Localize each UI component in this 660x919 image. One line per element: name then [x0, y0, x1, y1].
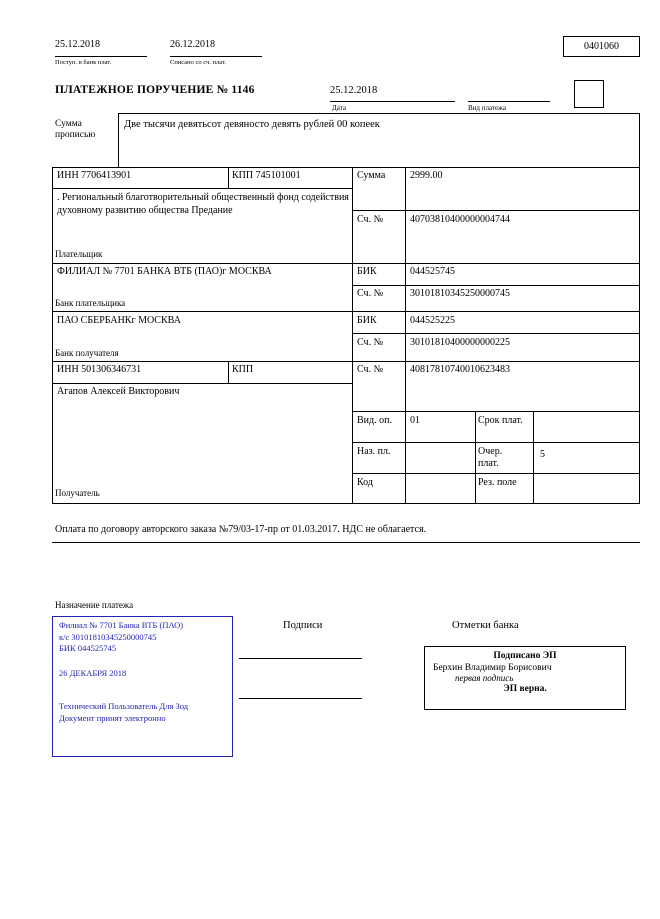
received-date-underline [55, 56, 147, 57]
order-label: Очер. плат. [478, 446, 503, 469]
table-border [52, 383, 352, 384]
table-border [352, 411, 640, 412]
payee-bank-bik-label: БИК [357, 315, 377, 326]
term-label: Срок плат. [478, 415, 523, 426]
received-date: 25.12.2018 [55, 39, 100, 50]
table-border [52, 311, 640, 312]
table-border [533, 411, 534, 503]
bank-stamp-user: Технический Пользователь Для Зод [59, 701, 189, 711]
payer-bank-bik: 044525745 [410, 266, 455, 277]
payer-bank-account: 30101810345250000745 [410, 288, 510, 299]
amount-words-label: Сумма прописью [55, 119, 96, 140]
table-border [639, 167, 640, 503]
code-label: Код [357, 477, 373, 488]
date-underline [330, 101, 455, 102]
table-border [405, 167, 406, 503]
debited-date-label: Списано со сч. плат. [170, 59, 226, 66]
sum-value: 2999.00 [410, 170, 443, 181]
payer-kpp: КПП 745101001 [232, 170, 301, 181]
table-border [352, 210, 640, 211]
payee-bank-bik: 044525225 [410, 315, 455, 326]
bank-stamp-line: к/с 30101810345250000745 [59, 631, 157, 642]
payment-type-label: Вид платежа [468, 104, 507, 112]
table-border [52, 167, 53, 503]
table-border [475, 411, 476, 503]
table-border [352, 333, 640, 334]
table-border [52, 188, 352, 189]
debited-date-underline [170, 56, 262, 57]
payer-inn: ИНН 7706413901 [57, 170, 132, 181]
table-border [352, 167, 353, 503]
payee-bank-name: ПАО СБЕРБАНКг МОСКВА [57, 315, 181, 326]
form-code-box [563, 36, 640, 57]
document-date: 25.12.2018 [330, 85, 378, 96]
payee-inn: ИНН 501306346731 [57, 364, 142, 375]
payment-type-underline [468, 101, 550, 102]
form-code: 0401060 [584, 41, 619, 52]
electronic-signature-box [424, 646, 626, 710]
purpose-underline [52, 542, 640, 543]
payment-type-box [574, 80, 604, 108]
table-border [352, 473, 640, 474]
payer-bank-account-label: Сч. № [357, 288, 384, 299]
table-border [52, 263, 640, 264]
debited-date: 26.12.2018 [170, 39, 215, 50]
bank-stamp-line: БИК 044525745 [59, 643, 117, 653]
table-border [228, 167, 229, 188]
date-label: Дата [332, 104, 346, 112]
payer-bank-section-label: Банк плательщика [55, 298, 126, 308]
reserve-label: Рез. поле [478, 477, 517, 488]
bank-stamp-accepted: Документ принят электронно [59, 712, 166, 723]
table-border [52, 167, 640, 168]
ep-signer-name: Берхин Владимир Борисович [433, 663, 552, 673]
payer-bank-name: ФИЛИАЛ № 7701 БАНКА ВТБ (ПАО)г МОСКВА [57, 266, 272, 277]
ep-status: ЭП верна. [503, 684, 547, 694]
payee-name: Агапов Алексей Викторович [57, 386, 180, 397]
payee-section-label: Получатель [55, 488, 100, 498]
payee-account-label: Сч. № [357, 364, 384, 375]
signature-line [239, 658, 362, 659]
order-value: 5 [540, 449, 545, 460]
op-type-label: Вид. оп. [357, 415, 392, 426]
signature-line [239, 698, 362, 699]
table-border [228, 361, 229, 383]
payer-account: 40703810400000004744 [410, 214, 510, 225]
ep-title: Подписано ЭП [493, 651, 557, 661]
table-border [352, 285, 640, 286]
table-border [52, 361, 640, 362]
op-type-value: 01 [410, 415, 420, 426]
payer-account-label: Сч. № [357, 214, 384, 225]
bank-stamp-box [52, 616, 233, 757]
bank-stamp-line: Филиал № 7701 Банка ВТБ (ПАО) [59, 620, 184, 630]
received-date-label: Поступ. в банк плат. [55, 59, 112, 66]
payer-section-label: Плательщик [55, 249, 103, 259]
payee-bank-account-label: Сч. № [357, 337, 384, 348]
payer-bank-bik-label: БИК [357, 266, 377, 277]
table-border [352, 442, 640, 443]
document-title: ПЛАТЕЖНОЕ ПОРУЧЕНИЕ № 1146 [55, 84, 255, 96]
ep-signature-note: первая подпись [455, 673, 514, 683]
purpose-code-label: Наз. пл. [357, 446, 391, 457]
purpose-label: Назначение платежа [55, 600, 134, 610]
payee-bank-account: 30101810400000000225 [410, 337, 510, 348]
sum-label: Сумма [357, 170, 386, 181]
payer-name: . Региональный благотворительный общественный фонд содействия духовному развитию общества Предание [57, 192, 349, 216]
payee-account: 40817810740010623483 [410, 364, 510, 375]
purpose-text: Оплата по договору авторского заказа №79/03-17-пр от 01.03.2017. НДС не облагается. [55, 524, 427, 535]
signatures-label: Подписи [283, 620, 323, 631]
table-border [52, 503, 640, 504]
bank-marks-label: Отметки банка [452, 620, 519, 631]
payee-kpp-label: КПП [232, 364, 254, 375]
bank-stamp-date: 26 ДЕКАБРЯ 2018 [59, 667, 127, 678]
payee-bank-section-label: Банк получателя [55, 348, 119, 358]
amount-words: Две тысячи девятьсот девяносто девять рублей 00 копеек [124, 119, 380, 130]
